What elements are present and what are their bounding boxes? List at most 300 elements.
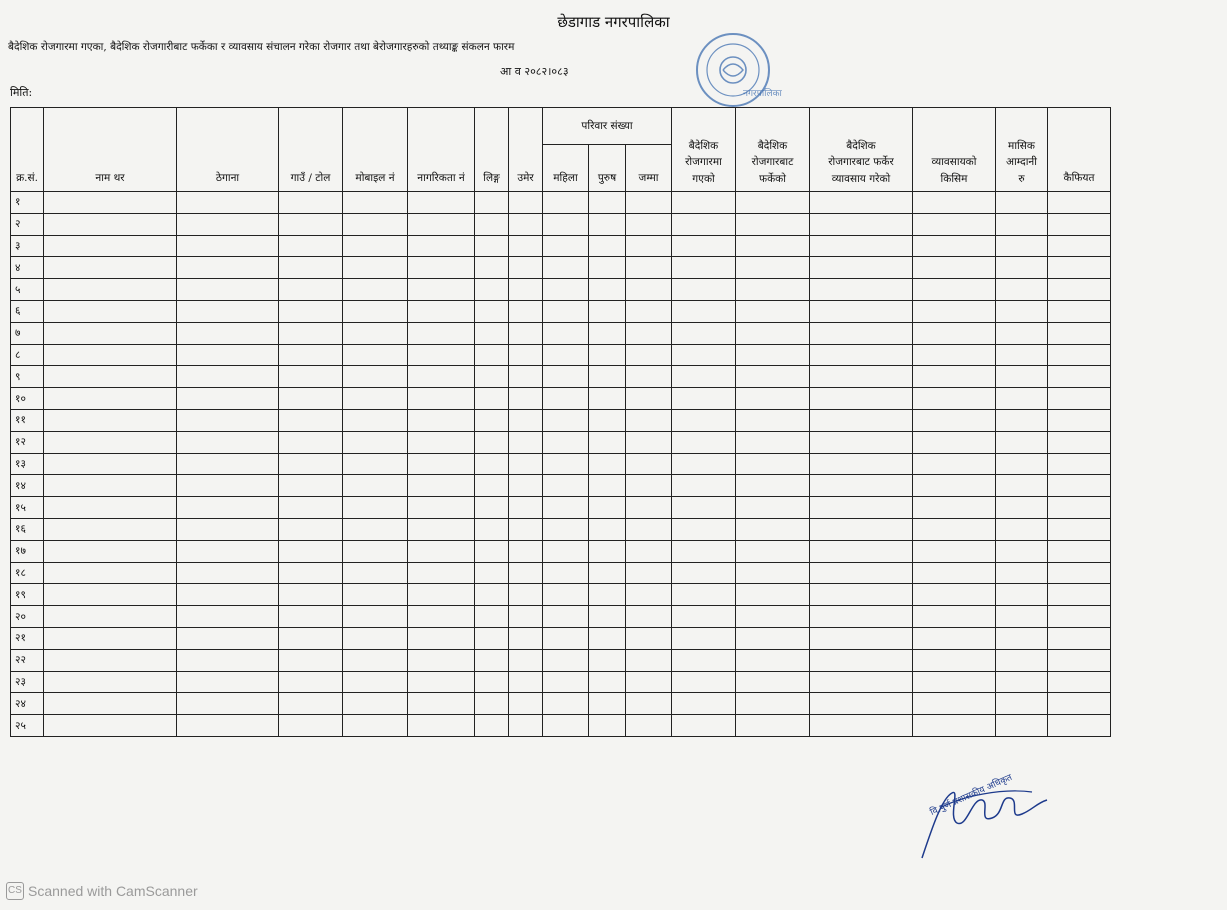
table-cell[interactable] (589, 497, 626, 519)
table-cell[interactable] (177, 388, 279, 410)
table-cell[interactable] (736, 409, 810, 431)
table-cell[interactable] (408, 693, 475, 715)
table-cell[interactable] (589, 671, 626, 693)
table-cell[interactable] (279, 192, 343, 214)
table-cell[interactable] (626, 344, 672, 366)
table-cell[interactable] (475, 562, 509, 584)
table-cell[interactable] (1048, 606, 1111, 628)
table-cell[interactable] (589, 257, 626, 279)
table-cell[interactable] (913, 584, 996, 606)
table-cell[interactable] (177, 584, 279, 606)
table-cell[interactable] (44, 627, 177, 649)
table-cell[interactable] (736, 606, 810, 628)
table-cell[interactable] (913, 235, 996, 257)
table-cell[interactable] (589, 475, 626, 497)
table-cell[interactable] (279, 562, 343, 584)
table-cell[interactable] (475, 235, 509, 257)
table-cell[interactable] (1048, 213, 1111, 235)
table-cell[interactable] (672, 475, 736, 497)
table-cell[interactable] (509, 409, 543, 431)
table-cell[interactable] (913, 453, 996, 475)
table-cell[interactable] (543, 453, 589, 475)
table-cell[interactable] (543, 693, 589, 715)
table-cell[interactable] (589, 649, 626, 671)
table-cell[interactable] (279, 453, 343, 475)
table-cell[interactable] (475, 606, 509, 628)
table-cell[interactable] (279, 366, 343, 388)
table-cell[interactable] (996, 518, 1048, 540)
table-cell[interactable] (736, 649, 810, 671)
table-cell[interactable] (589, 366, 626, 388)
table-cell[interactable] (408, 344, 475, 366)
table-cell[interactable] (736, 235, 810, 257)
table-cell[interactable] (543, 562, 589, 584)
table-cell[interactable] (177, 671, 279, 693)
table-cell[interactable] (475, 300, 509, 322)
table-cell[interactable] (996, 671, 1048, 693)
table-cell[interactable] (589, 453, 626, 475)
table-cell[interactable] (589, 409, 626, 431)
table-cell[interactable] (343, 235, 408, 257)
table-cell[interactable] (810, 257, 913, 279)
table-cell[interactable] (279, 671, 343, 693)
table-cell[interactable] (810, 409, 913, 431)
table-cell[interactable] (44, 497, 177, 519)
table-cell[interactable] (1048, 192, 1111, 214)
table-cell[interactable] (408, 649, 475, 671)
table-cell[interactable] (177, 431, 279, 453)
table-cell[interactable] (626, 715, 672, 737)
table-cell[interactable] (44, 453, 177, 475)
table-cell[interactable] (996, 322, 1048, 344)
table-cell[interactable] (626, 671, 672, 693)
table-cell[interactable] (343, 213, 408, 235)
table-cell[interactable] (343, 540, 408, 562)
table-cell[interactable] (177, 257, 279, 279)
table-cell[interactable] (736, 192, 810, 214)
table-cell[interactable] (810, 213, 913, 235)
table-cell[interactable] (589, 322, 626, 344)
table-cell[interactable] (543, 671, 589, 693)
table-cell[interactable] (408, 715, 475, 737)
table-cell[interactable] (343, 649, 408, 671)
table-cell[interactable] (279, 431, 343, 453)
table-cell[interactable] (589, 518, 626, 540)
table-cell[interactable] (44, 584, 177, 606)
table-cell[interactable] (736, 213, 810, 235)
table-cell[interactable] (177, 235, 279, 257)
table-cell[interactable] (543, 409, 589, 431)
table-cell[interactable] (672, 540, 736, 562)
table-cell[interactable] (672, 627, 736, 649)
table-cell[interactable] (408, 606, 475, 628)
table-cell[interactable] (44, 388, 177, 410)
table-cell[interactable] (672, 257, 736, 279)
table-cell[interactable] (626, 606, 672, 628)
table-cell[interactable] (343, 257, 408, 279)
table-cell[interactable] (44, 671, 177, 693)
table-cell[interactable] (626, 584, 672, 606)
table-cell[interactable] (543, 192, 589, 214)
table-cell[interactable] (509, 540, 543, 562)
table-cell[interactable] (279, 518, 343, 540)
table-cell[interactable] (279, 540, 343, 562)
table-cell[interactable] (543, 475, 589, 497)
table-cell[interactable] (672, 235, 736, 257)
table-cell[interactable] (913, 409, 996, 431)
table-cell[interactable] (475, 409, 509, 431)
table-cell[interactable] (509, 431, 543, 453)
table-cell[interactable] (810, 518, 913, 540)
table-cell[interactable] (736, 257, 810, 279)
table-cell[interactable] (1048, 257, 1111, 279)
table-cell[interactable] (913, 562, 996, 584)
table-cell[interactable] (996, 235, 1048, 257)
table-cell[interactable] (996, 453, 1048, 475)
table-cell[interactable] (343, 671, 408, 693)
table-cell[interactable] (672, 715, 736, 737)
table-cell[interactable] (44, 715, 177, 737)
table-cell[interactable] (672, 213, 736, 235)
table-cell[interactable] (1048, 693, 1111, 715)
table-cell[interactable] (408, 453, 475, 475)
table-cell[interactable] (996, 257, 1048, 279)
table-cell[interactable] (736, 453, 810, 475)
table-cell[interactable] (913, 388, 996, 410)
table-cell[interactable] (589, 627, 626, 649)
table-cell[interactable] (408, 671, 475, 693)
table-cell[interactable] (475, 627, 509, 649)
table-cell[interactable] (44, 300, 177, 322)
table-cell[interactable] (810, 671, 913, 693)
table-cell[interactable] (509, 693, 543, 715)
table-cell[interactable] (343, 409, 408, 431)
table-cell[interactable] (589, 213, 626, 235)
table-cell[interactable] (589, 192, 626, 214)
table-cell[interactable] (509, 518, 543, 540)
table-cell[interactable] (626, 497, 672, 519)
table-cell[interactable] (408, 235, 475, 257)
table-cell[interactable] (996, 715, 1048, 737)
table-cell[interactable] (736, 300, 810, 322)
table-cell[interactable] (177, 409, 279, 431)
table-cell[interactable] (543, 388, 589, 410)
table-cell[interactable] (913, 693, 996, 715)
table-cell[interactable] (408, 409, 475, 431)
table-cell[interactable] (44, 562, 177, 584)
table-cell[interactable] (343, 431, 408, 453)
table-cell[interactable] (279, 649, 343, 671)
table-cell[interactable] (343, 388, 408, 410)
table-cell[interactable] (810, 693, 913, 715)
table-cell[interactable] (672, 497, 736, 519)
table-cell[interactable] (543, 627, 589, 649)
table-cell[interactable] (672, 409, 736, 431)
table-cell[interactable] (810, 366, 913, 388)
table-cell[interactable] (279, 344, 343, 366)
table-cell[interactable] (913, 322, 996, 344)
table-cell[interactable] (810, 562, 913, 584)
table-cell[interactable] (736, 431, 810, 453)
table-cell[interactable] (736, 540, 810, 562)
table-cell[interactable] (475, 279, 509, 301)
table-cell[interactable] (543, 279, 589, 301)
table-cell[interactable] (996, 431, 1048, 453)
table-cell[interactable] (589, 344, 626, 366)
table-cell[interactable] (509, 192, 543, 214)
table-cell[interactable] (543, 540, 589, 562)
table-cell[interactable] (672, 344, 736, 366)
table-cell[interactable] (543, 300, 589, 322)
table-cell[interactable] (996, 562, 1048, 584)
table-cell[interactable] (408, 366, 475, 388)
table-cell[interactable] (810, 540, 913, 562)
table-cell[interactable] (475, 257, 509, 279)
table-cell[interactable] (996, 649, 1048, 671)
table-cell[interactable] (509, 453, 543, 475)
table-cell[interactable] (672, 453, 736, 475)
table-cell[interactable] (913, 475, 996, 497)
table-cell[interactable] (1048, 715, 1111, 737)
table-cell[interactable] (343, 279, 408, 301)
table-cell[interactable] (736, 475, 810, 497)
table-cell[interactable] (1048, 627, 1111, 649)
table-cell[interactable] (177, 627, 279, 649)
table-cell[interactable] (626, 409, 672, 431)
table-cell[interactable] (408, 497, 475, 519)
table-cell[interactable] (475, 475, 509, 497)
table-cell[interactable] (913, 257, 996, 279)
table-cell[interactable] (810, 279, 913, 301)
table-cell[interactable] (672, 192, 736, 214)
table-cell[interactable] (1048, 671, 1111, 693)
table-cell[interactable] (177, 497, 279, 519)
table-cell[interactable] (736, 671, 810, 693)
table-cell[interactable] (543, 344, 589, 366)
table-cell[interactable] (736, 497, 810, 519)
table-cell[interactable] (810, 322, 913, 344)
table-cell[interactable] (509, 300, 543, 322)
table-cell[interactable] (177, 715, 279, 737)
table-cell[interactable] (589, 693, 626, 715)
table-cell[interactable] (626, 388, 672, 410)
table-cell[interactable] (1048, 235, 1111, 257)
table-cell[interactable] (736, 627, 810, 649)
table-cell[interactable] (177, 540, 279, 562)
table-cell[interactable] (408, 213, 475, 235)
table-cell[interactable] (996, 366, 1048, 388)
table-cell[interactable] (509, 322, 543, 344)
table-cell[interactable] (672, 584, 736, 606)
table-cell[interactable] (408, 257, 475, 279)
table-cell[interactable] (672, 606, 736, 628)
table-cell[interactable] (44, 606, 177, 628)
table-cell[interactable] (475, 213, 509, 235)
table-cell[interactable] (279, 322, 343, 344)
table-cell[interactable] (343, 715, 408, 737)
table-cell[interactable] (279, 584, 343, 606)
table-cell[interactable] (1048, 388, 1111, 410)
table-cell[interactable] (44, 192, 177, 214)
table-cell[interactable] (343, 606, 408, 628)
table-cell[interactable] (509, 584, 543, 606)
table-cell[interactable] (996, 693, 1048, 715)
table-cell[interactable] (408, 584, 475, 606)
table-cell[interactable] (177, 279, 279, 301)
table-cell[interactable] (543, 322, 589, 344)
table-cell[interactable] (913, 627, 996, 649)
table-cell[interactable] (279, 715, 343, 737)
table-cell[interactable] (736, 715, 810, 737)
table-cell[interactable] (672, 671, 736, 693)
table-cell[interactable] (475, 344, 509, 366)
table-cell[interactable] (475, 715, 509, 737)
table-cell[interactable] (509, 279, 543, 301)
table-cell[interactable] (736, 518, 810, 540)
table-cell[interactable] (1048, 409, 1111, 431)
table-cell[interactable] (810, 300, 913, 322)
table-cell[interactable] (343, 300, 408, 322)
table-cell[interactable] (44, 409, 177, 431)
table-cell[interactable] (408, 300, 475, 322)
table-cell[interactable] (996, 475, 1048, 497)
table-cell[interactable] (279, 606, 343, 628)
table-cell[interactable] (475, 431, 509, 453)
table-cell[interactable] (408, 562, 475, 584)
table-cell[interactable] (1048, 300, 1111, 322)
table-cell[interactable] (44, 475, 177, 497)
table-cell[interactable] (475, 518, 509, 540)
table-cell[interactable] (589, 715, 626, 737)
table-cell[interactable] (475, 649, 509, 671)
table-cell[interactable] (177, 344, 279, 366)
table-cell[interactable] (996, 584, 1048, 606)
table-cell[interactable] (343, 627, 408, 649)
table-cell[interactable] (408, 431, 475, 453)
table-cell[interactable] (626, 518, 672, 540)
table-cell[interactable] (1048, 453, 1111, 475)
table-cell[interactable] (626, 300, 672, 322)
table-cell[interactable] (343, 475, 408, 497)
table-cell[interactable] (589, 235, 626, 257)
table-cell[interactable] (475, 192, 509, 214)
table-cell[interactable] (672, 366, 736, 388)
table-cell[interactable] (44, 431, 177, 453)
table-cell[interactable] (343, 192, 408, 214)
table-cell[interactable] (810, 344, 913, 366)
table-cell[interactable] (626, 257, 672, 279)
table-cell[interactable] (509, 649, 543, 671)
table-cell[interactable] (543, 497, 589, 519)
table-cell[interactable] (177, 693, 279, 715)
table-cell[interactable] (509, 497, 543, 519)
table-cell[interactable] (343, 453, 408, 475)
table-cell[interactable] (996, 300, 1048, 322)
table-cell[interactable] (736, 322, 810, 344)
table-cell[interactable] (913, 671, 996, 693)
table-cell[interactable] (626, 213, 672, 235)
table-cell[interactable] (543, 649, 589, 671)
table-cell[interactable] (589, 540, 626, 562)
table-cell[interactable] (408, 540, 475, 562)
table-cell[interactable] (343, 497, 408, 519)
table-cell[interactable] (810, 388, 913, 410)
table-cell[interactable] (44, 279, 177, 301)
table-cell[interactable] (1048, 540, 1111, 562)
table-cell[interactable] (475, 388, 509, 410)
table-cell[interactable] (589, 606, 626, 628)
table-cell[interactable] (626, 562, 672, 584)
table-cell[interactable] (1048, 475, 1111, 497)
table-cell[interactable] (913, 497, 996, 519)
table-cell[interactable] (672, 300, 736, 322)
table-cell[interactable] (475, 453, 509, 475)
table-cell[interactable] (44, 518, 177, 540)
table-cell[interactable] (736, 388, 810, 410)
table-cell[interactable] (44, 322, 177, 344)
table-cell[interactable] (626, 693, 672, 715)
table-cell[interactable] (996, 606, 1048, 628)
table-cell[interactable] (509, 671, 543, 693)
table-cell[interactable] (626, 475, 672, 497)
table-cell[interactable] (626, 431, 672, 453)
table-cell[interactable] (44, 693, 177, 715)
table-cell[interactable] (589, 279, 626, 301)
table-cell[interactable] (279, 213, 343, 235)
table-cell[interactable] (475, 540, 509, 562)
table-cell[interactable] (672, 649, 736, 671)
table-cell[interactable] (1048, 649, 1111, 671)
table-cell[interactable] (475, 322, 509, 344)
table-cell[interactable] (44, 344, 177, 366)
table-cell[interactable] (672, 562, 736, 584)
table-cell[interactable] (913, 715, 996, 737)
table-cell[interactable] (279, 235, 343, 257)
table-cell[interactable] (996, 279, 1048, 301)
table-cell[interactable] (343, 366, 408, 388)
table-cell[interactable] (810, 192, 913, 214)
table-cell[interactable] (810, 584, 913, 606)
table-cell[interactable] (279, 497, 343, 519)
table-cell[interactable] (475, 497, 509, 519)
table-cell[interactable] (279, 475, 343, 497)
table-cell[interactable] (672, 431, 736, 453)
table-cell[interactable] (177, 366, 279, 388)
table-cell[interactable] (509, 344, 543, 366)
table-cell[interactable] (913, 540, 996, 562)
table-cell[interactable] (589, 584, 626, 606)
table-cell[interactable] (279, 257, 343, 279)
table-cell[interactable] (913, 649, 996, 671)
table-cell[interactable] (475, 693, 509, 715)
table-cell[interactable] (1048, 279, 1111, 301)
table-cell[interactable] (177, 606, 279, 628)
table-cell[interactable] (177, 300, 279, 322)
table-cell[interactable] (1048, 518, 1111, 540)
table-cell[interactable] (509, 213, 543, 235)
table-cell[interactable] (177, 192, 279, 214)
table-cell[interactable] (996, 497, 1048, 519)
table-cell[interactable] (543, 235, 589, 257)
table-cell[interactable] (177, 649, 279, 671)
table-cell[interactable] (44, 235, 177, 257)
table-cell[interactable] (279, 279, 343, 301)
table-cell[interactable] (177, 475, 279, 497)
table-cell[interactable] (279, 693, 343, 715)
table-cell[interactable] (543, 715, 589, 737)
table-cell[interactable] (913, 606, 996, 628)
table-cell[interactable] (913, 213, 996, 235)
